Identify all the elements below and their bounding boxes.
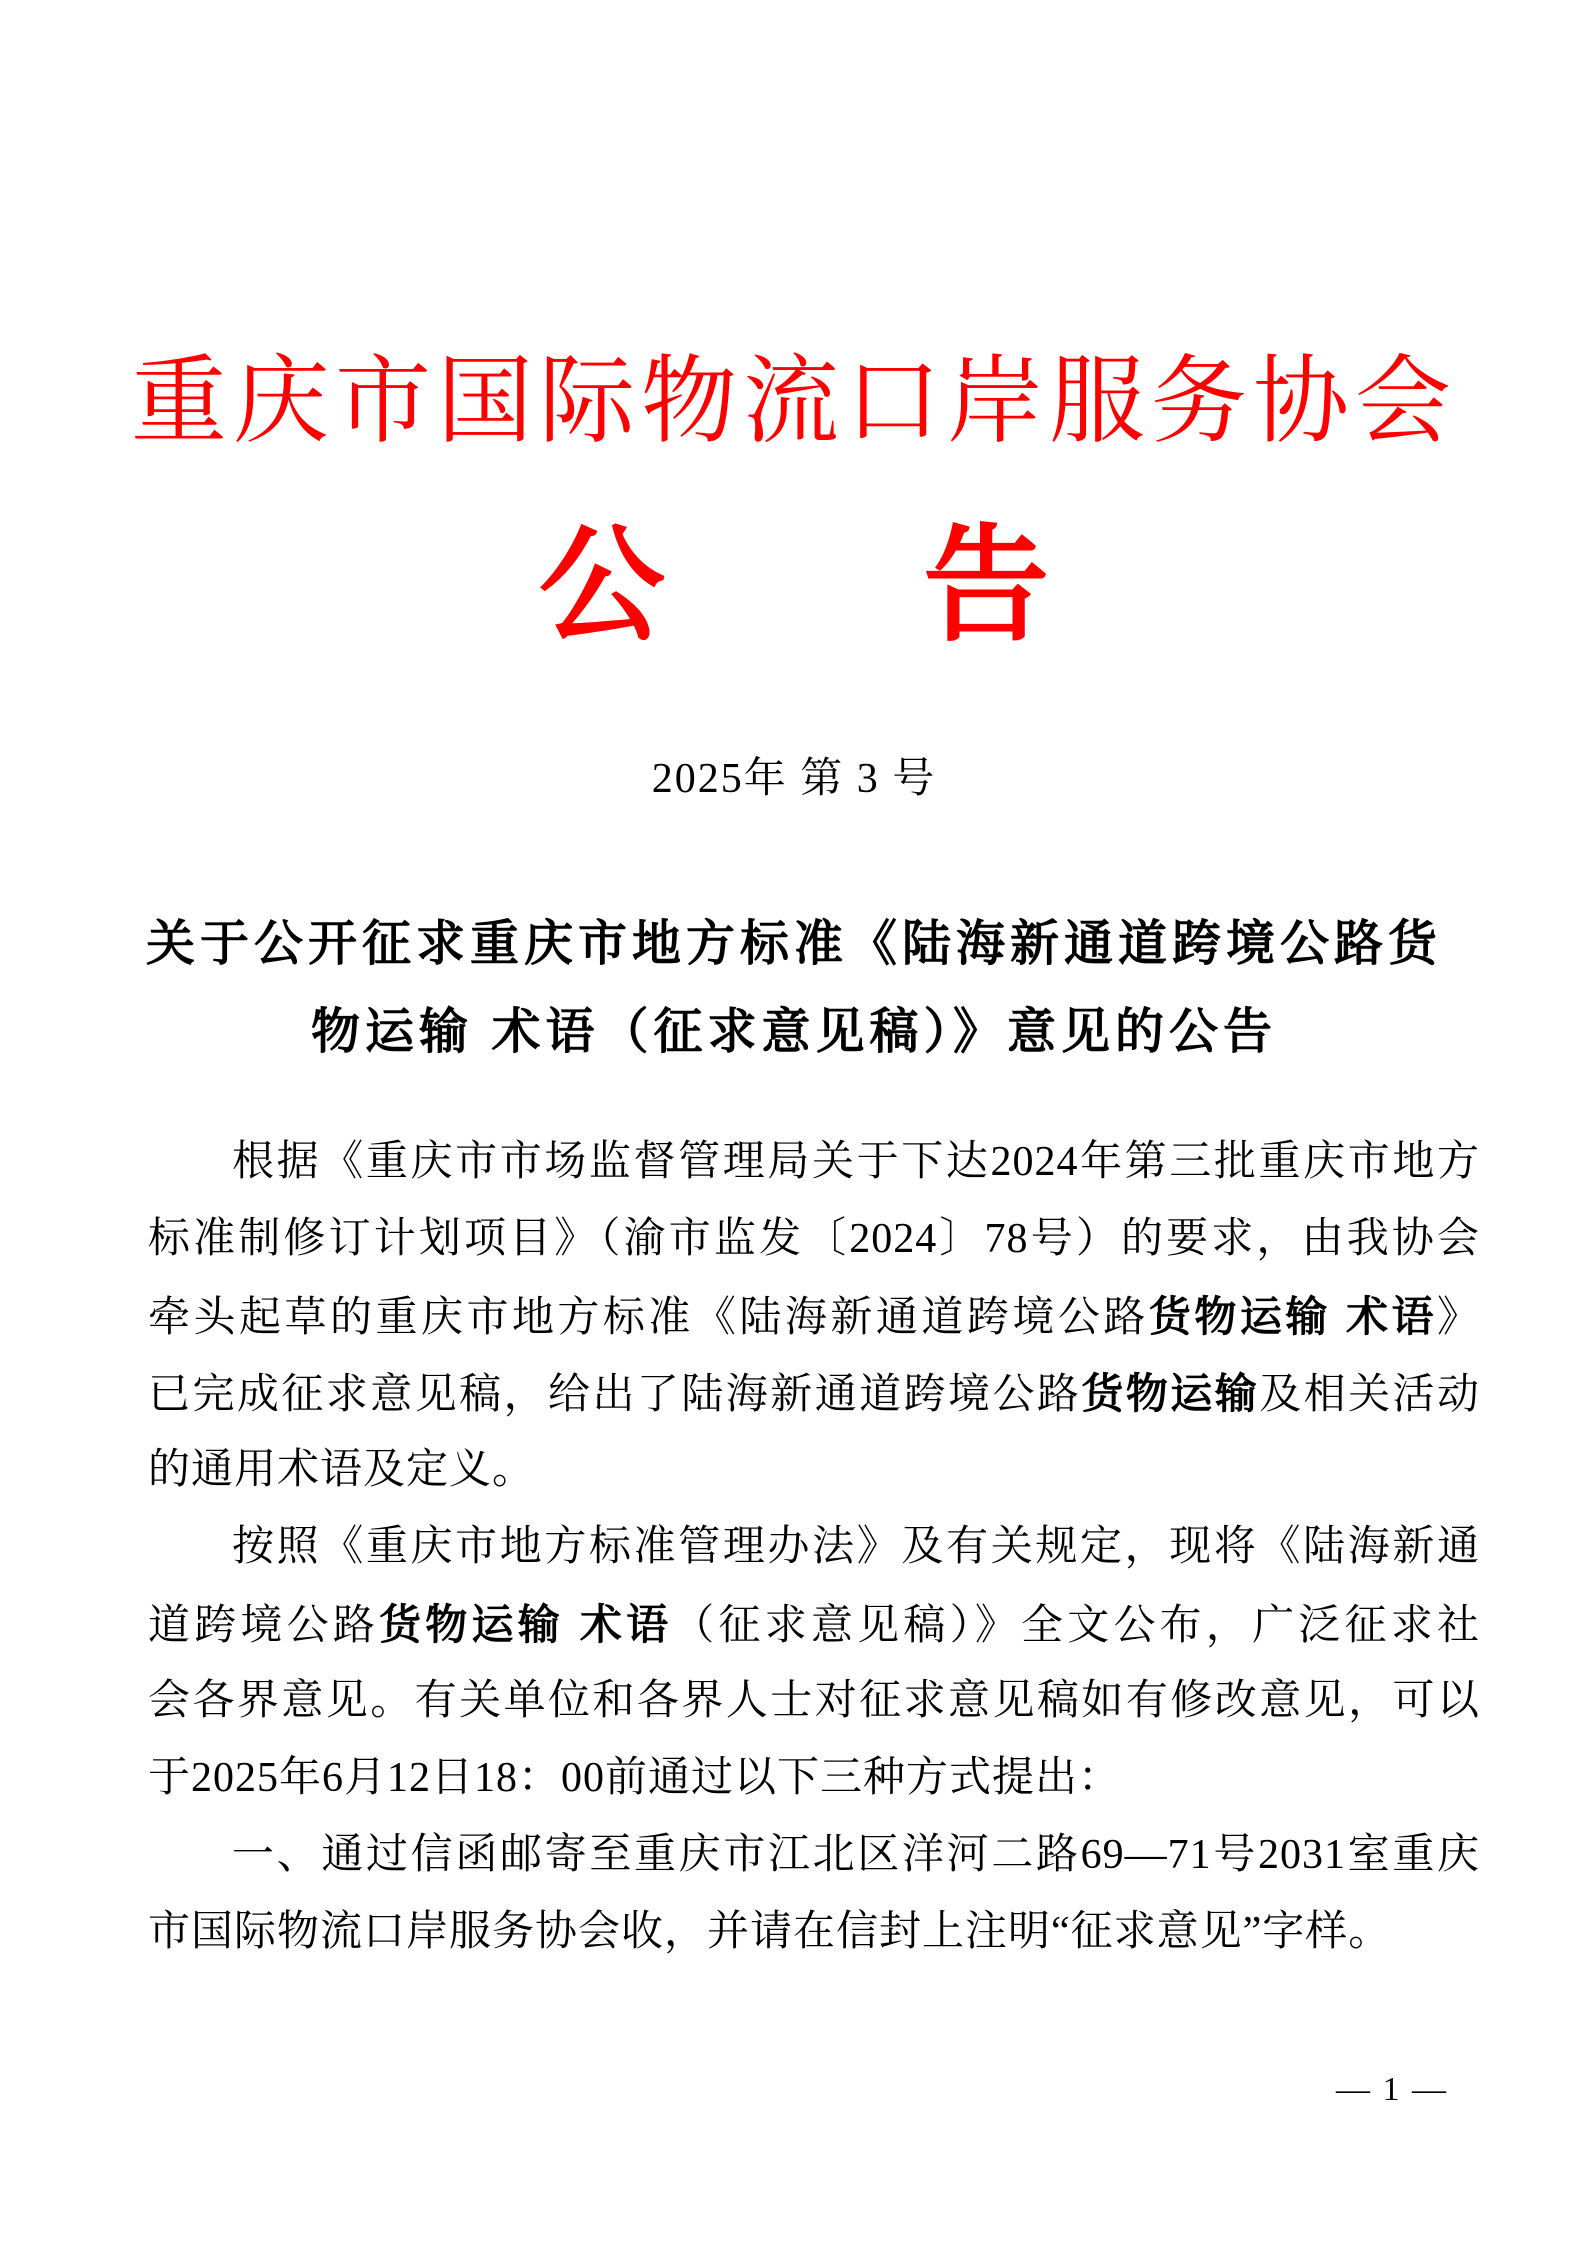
text-line bbox=[148, 1894, 1480, 1971]
standard-name-emphasis: 货物运输 术语 bbox=[379, 1601, 673, 1648]
paragraph bbox=[148, 1509, 1480, 1817]
announcement-title-line: 物运输 术语（征求意见稿）》意见的公告 bbox=[310, 1005, 1278, 1059]
text-run: 按照《重庆市地方标准管理办法》及有关规定，现将《陆海新通 bbox=[232, 1524, 1480, 1570]
standard-name-emphasis: 货物运输 bbox=[1081, 1370, 1260, 1417]
text-run: 市国际物流口岸服务协会收，并请在信封上注明“征求意见”字样。 bbox=[148, 1909, 1392, 1955]
text-run: 牵头起草的重庆市地方标准《陆海新通道跨境公路 bbox=[148, 1295, 1149, 1341]
paragraph bbox=[148, 1817, 1480, 1971]
announcement-title bbox=[0, 900, 1588, 1076]
doc-type-title: 公告 bbox=[538, 518, 1308, 657]
text-line bbox=[148, 1586, 1480, 1663]
paragraph bbox=[148, 1124, 1480, 1509]
page-number: — 1 — bbox=[1336, 2071, 1448, 2108]
text-line bbox=[148, 1740, 1480, 1817]
text-run: 根据《重庆市市场监督管理局关于下达2024年第三批重庆市地方 bbox=[232, 1139, 1480, 1185]
text-line bbox=[148, 1509, 1480, 1586]
text-run: 的通用术语及定义。 bbox=[148, 1447, 536, 1493]
text-line bbox=[148, 1663, 1480, 1740]
text-line bbox=[148, 1201, 1480, 1278]
org-title: 重庆市国际物流口岸服务协会 bbox=[131, 348, 1457, 455]
text-run: 标准制修订计划项目》（渝市监发〔2024〕78号）的要求，由我协会 bbox=[148, 1216, 1480, 1262]
text-run: 于2025年6月12日18：00前通过以下三种方式提出： bbox=[148, 1755, 1122, 1801]
text-run: 》 bbox=[1436, 1295, 1480, 1341]
issue-number: 2025年 第 3 号 bbox=[651, 756, 937, 802]
announcement-title-line: 关于公开征求重庆市地方标准《陆海新通道跨境公路货 bbox=[145, 917, 1442, 971]
text-run: 会各界意见。有关单位和各界人士对征求意见稿如有修改意见，可以 bbox=[148, 1678, 1480, 1724]
text-line bbox=[148, 1355, 1480, 1432]
body-text bbox=[148, 1124, 1480, 1971]
text-run: 道跨境公路 bbox=[148, 1603, 380, 1649]
text-line bbox=[148, 1817, 1480, 1894]
text-run: 一、通过信函邮寄至重庆市江北区洋河二路69—71号2031室重庆 bbox=[232, 1832, 1480, 1878]
text-line bbox=[148, 1432, 1480, 1509]
standard-name-emphasis: 货物运输 术语 bbox=[1148, 1293, 1437, 1340]
text-run: （征求意见稿）》全文公布，广泛征求社 bbox=[672, 1603, 1480, 1649]
text-run: 已完成征求意见稿，给出了陆海新通道跨境公路 bbox=[148, 1372, 1082, 1418]
text-line bbox=[148, 1278, 1480, 1355]
text-run: 及相关活动 bbox=[1259, 1372, 1480, 1418]
text-line bbox=[148, 1124, 1480, 1201]
